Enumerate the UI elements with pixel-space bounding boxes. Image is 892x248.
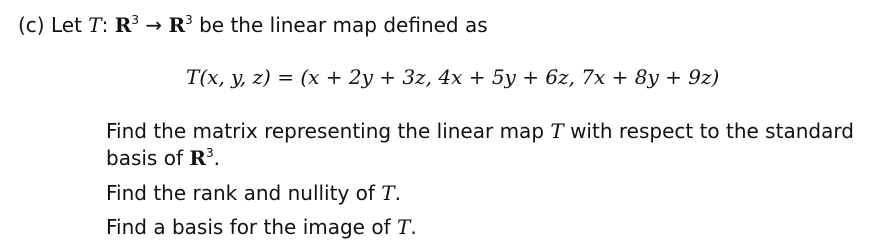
domain-space: R <box>114 13 132 37</box>
q1-map-symbol: T <box>550 119 564 143</box>
intro-prefix: Let <box>50 13 82 37</box>
colon: : <box>101 13 109 37</box>
domain-exponent: 3 <box>131 13 139 27</box>
question-rank-nullity <box>106 180 401 206</box>
arrow: → <box>145 13 163 37</box>
part-label: (c) <box>18 13 45 37</box>
q1-part1: Find the matrix representing the linear map <box>106 119 545 143</box>
equation-rhs: (x + 2y + 3z, 4x + 5y + 6z, 7x + 8y + 9z) <box>300 65 720 89</box>
q1-exponent: 3 <box>205 146 214 160</box>
q1-space: R <box>189 146 206 170</box>
equation-equals: = <box>270 65 301 89</box>
q2-text: Find the rank and nullity of <box>106 181 375 205</box>
q3-map-symbol: T <box>396 215 411 239</box>
codomain-exponent: 3 <box>185 13 193 27</box>
q2-period: . <box>394 181 401 205</box>
question-matrix <box>106 118 876 172</box>
question-image-basis <box>106 214 417 240</box>
equation-lhs: T(x, y, z) <box>186 65 271 89</box>
intro-suffix: be the linear map defined as <box>199 13 488 37</box>
map-symbol: T <box>88 13 102 37</box>
problem-intro <box>18 12 488 38</box>
q3-period: . <box>410 215 417 239</box>
q3-text: Find a basis for the image of <box>106 215 391 239</box>
map-equation <box>186 64 719 90</box>
q2-map-symbol: T <box>381 181 395 205</box>
q1-part2: with respect to the standard basis of <box>106 119 854 170</box>
q1-period: . <box>213 146 220 170</box>
codomain-space: R <box>168 13 186 37</box>
